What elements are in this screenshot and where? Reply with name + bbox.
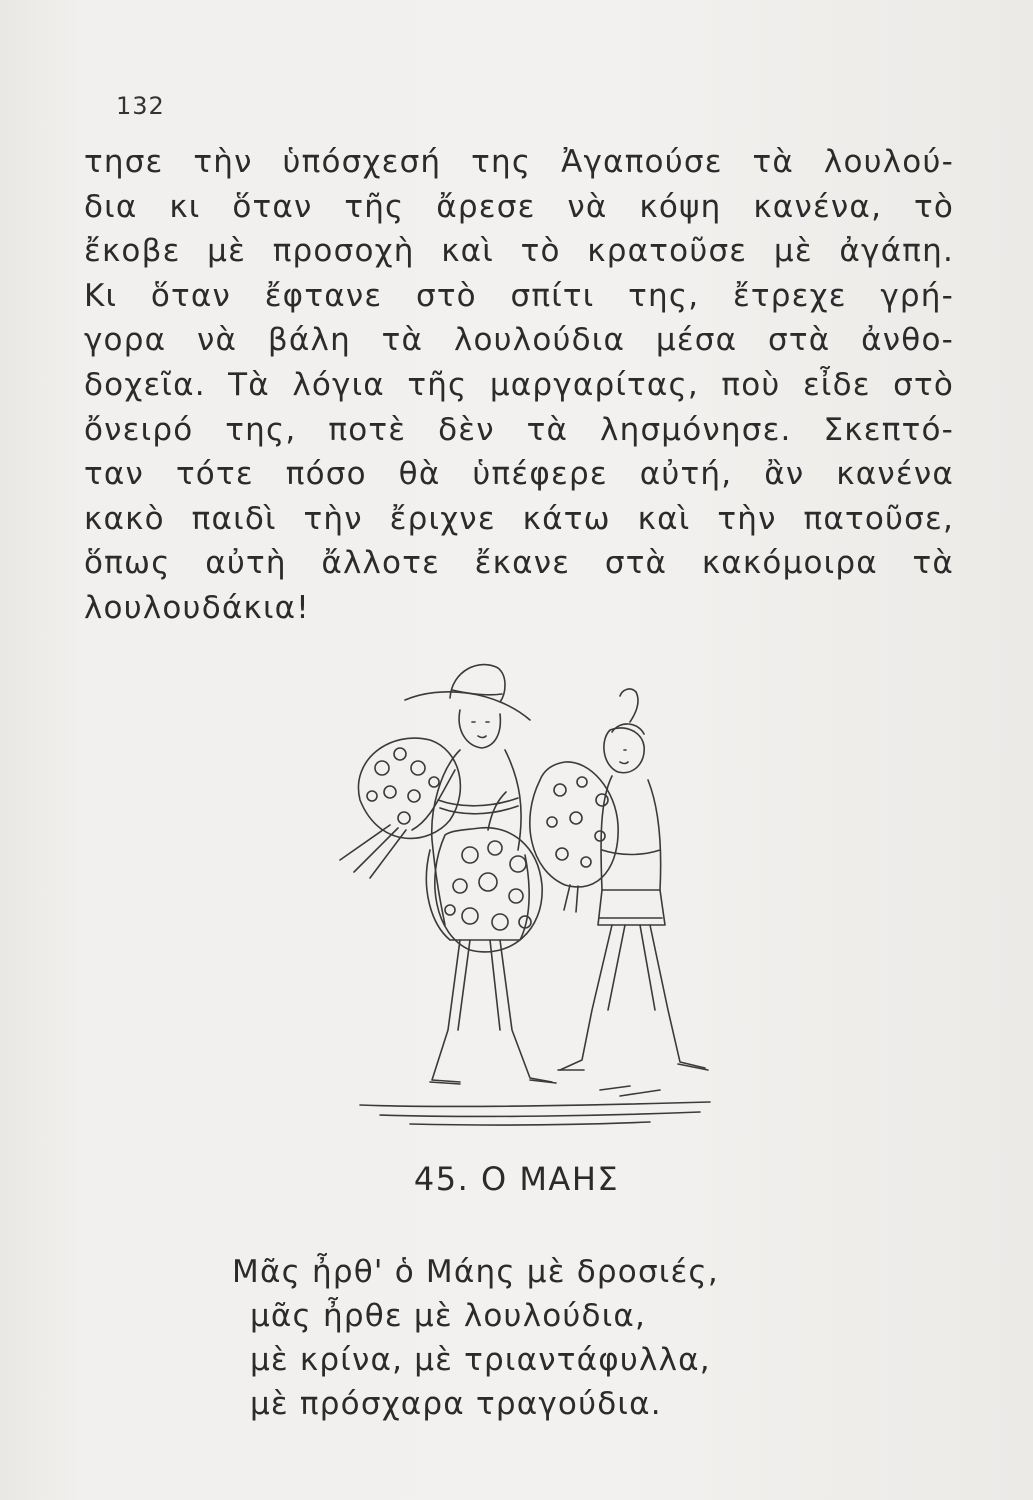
poem-line: μᾶς ἦρθε μὲ λουλούδια, [250,1298,647,1334]
prose-line: Κι ὅταν ἔφτανε στὸ σπίτι της, ἔτρεχε γρή- [84,277,954,314]
poem-line: μὲ πρόσχαρα τραγούδια. [250,1386,662,1422]
ground-lines [360,1086,710,1125]
section-heading: 45. Ο ΜΑΗΣ [413,1160,620,1198]
prose-paragraph [84,140,954,631]
boy-figure [558,689,708,1070]
prose-line: λουλουδάκια! [84,589,310,626]
prose-line: ἔκοβε μὲ προσοχὴ καὶ τὸ κρατοῦσε μὲ ἀγάπη. [84,233,954,270]
prose-line: τησε τὴν ὑπόσχεσή της Ἀγαπούσε τὰ λουλού- [84,144,954,180]
flower-bouquet-front [435,792,542,952]
prose-line: δοχεῖα. Τὰ λόγια τῆς μαργαρίτας, ποὺ εἶδε στὸ [84,366,954,403]
prose-line: ταν τότε πόσο θὰ ὑπέφερε αὐτή, ἂν κανένα [84,456,954,493]
children-with-flowers-illustration [320,650,730,1130]
girl-figure [405,665,556,1084]
prose-line: κακὸ παιδὶ τὴν ἔριχνε κάτω καὶ τὴν πατοῦσε, [84,500,954,537]
prose-line: ὅπως αὐτὴ ἄλλοτε ἔκανε στὰ κακόμοιρα τὰ [84,545,954,582]
prose-line: ὄνειρό της, ποτὲ δὲν τὰ λησμόνησε. Σκεπτό- [84,411,954,448]
page-number: 132 [116,92,165,120]
prose-line: γορα νὰ βάλη τὰ λουλούδια μέσα στὰ ἀνθο- [84,322,954,359]
poem-line: Μᾶς ἦρθ' ὁ Μάης μὲ δροσιές, [232,1254,719,1290]
poem-line: μὲ κρίνα, μὲ τριαντάφυλλα, [250,1342,711,1378]
poem-stanza [232,1250,872,1426]
prose-line: δια κι ὅταν τῆς ἄρεσε νὰ κόψη κανένα, τὸ [84,188,954,225]
